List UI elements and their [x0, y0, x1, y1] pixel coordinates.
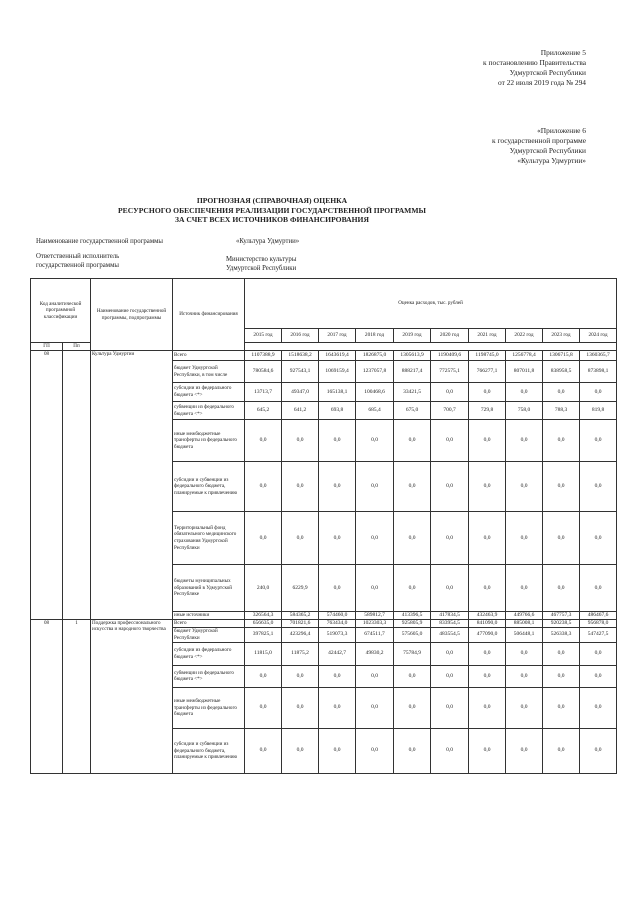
value-cell: 819,8: [580, 402, 617, 420]
value-cell: 1518638,2: [282, 351, 319, 361]
value-cell: 477090,0: [469, 627, 506, 642]
value-cell: 449766,6: [506, 612, 543, 620]
value-cell: 0,0: [580, 462, 617, 512]
code-gp-cell: 08: [31, 619, 63, 773]
value-cell: 885008,1: [506, 619, 543, 627]
value-cell: 0,0: [469, 565, 506, 612]
appendix-5-line: Удмуртской Республики: [509, 68, 586, 77]
source-cell: субсидии и субвенции из федерального бюджета, планируемые к привлечению: [173, 728, 245, 773]
value-cell: 1190409,6: [431, 351, 469, 361]
value-cell: 766277,1: [469, 361, 506, 383]
value-cell: 0,0: [245, 687, 282, 728]
value-cell: 841090,0: [469, 619, 506, 627]
value-cell: 0,0: [356, 512, 394, 565]
value-cell: 519073,3: [319, 627, 356, 642]
value-cell: 0,0: [394, 512, 431, 565]
value-cell: 675,0: [394, 402, 431, 420]
source-cell: иные источники: [173, 612, 245, 620]
year-header: 2018 год: [356, 329, 394, 343]
value-cell: 0,0: [506, 642, 543, 665]
value-cell: 0,0: [506, 665, 543, 687]
source-cell: субсидии из федерального бюджета <*>: [173, 642, 245, 665]
value-cell: 0,0: [580, 565, 617, 612]
value-cell: 0,0: [282, 420, 319, 462]
value-cell: 0,0: [431, 383, 469, 402]
appendix-6-line: «Культура Удмуртии»: [517, 156, 586, 165]
value-cell: 927543,1: [282, 361, 319, 383]
value-cell: 1256778,4: [506, 351, 543, 361]
code-gp-cell: 08: [31, 351, 63, 620]
source-cell: иные межбюджетные трансферты из федерального бюджета: [173, 420, 245, 462]
value-cell: 0,0: [431, 665, 469, 687]
value-cell: 0,0: [506, 383, 543, 402]
year-header: 2017 год: [319, 329, 356, 343]
value-cell: 833954,5: [431, 619, 469, 627]
year-header: 2022 год: [506, 329, 543, 343]
value-cell: 0,0: [394, 687, 431, 728]
value-cell: 0,0: [543, 687, 580, 728]
value-cell: 0,0: [580, 383, 617, 402]
value-cell: 467757,3: [543, 612, 580, 620]
year-header: 2019 год: [394, 329, 431, 343]
value-cell: 413396,5: [394, 612, 431, 620]
value-cell: 0,0: [469, 687, 506, 728]
table-row: [31, 351, 617, 361]
value-cell: 49347,0: [282, 383, 319, 402]
value-cell: 0,0: [431, 420, 469, 462]
value-cell: 0,0: [469, 420, 506, 462]
value-cell: 0,0: [469, 512, 506, 565]
value-cell: 0,0: [506, 565, 543, 612]
appendix-6-line: к государственной программе: [492, 136, 586, 145]
executor-value-line: Министерство культуры: [226, 256, 297, 263]
appendix-6-block: [346, 126, 586, 166]
value-cell: 483554,5: [431, 627, 469, 642]
value-cell: 0,0: [282, 462, 319, 512]
value-cell: 0,0: [394, 462, 431, 512]
code-pp-cell: 1: [63, 619, 91, 773]
value-cell: 0,0: [245, 462, 282, 512]
value-cell: 0,0: [580, 642, 617, 665]
value-cell: 1305613,9: [394, 351, 431, 361]
value-cell: 0,0: [282, 665, 319, 687]
value-cell: 486467,6: [580, 612, 617, 620]
col-code-header: Код аналитической программной классификации: [31, 279, 91, 343]
value-cell: 1198745,0: [469, 351, 506, 361]
value-cell: 1069159,4: [319, 361, 356, 383]
value-cell: 772575,1: [431, 361, 469, 383]
value-cell: 423296,4: [282, 627, 319, 642]
value-cell: 0,0: [543, 420, 580, 462]
program-name-cell: Культура Удмуртии: [91, 351, 173, 620]
executor-label: [36, 253, 119, 270]
code-pp-cell: [63, 351, 91, 620]
resource-table: [30, 278, 617, 774]
value-cell: 42442,7: [319, 642, 356, 665]
value-cell: 0,0: [543, 512, 580, 565]
value-cell: 0,0: [506, 728, 543, 773]
year-header: 2024 год: [580, 329, 617, 343]
value-cell: 240,0: [245, 565, 282, 612]
value-cell: 0,0: [245, 420, 282, 462]
value-cell: 0,0: [245, 665, 282, 687]
value-cell: 0,0: [319, 565, 356, 612]
executor-value: [226, 256, 296, 273]
value-cell: 13713,7: [245, 383, 282, 402]
value-cell: 0,0: [394, 665, 431, 687]
value-cell: 0,0: [580, 420, 617, 462]
col-source-header: Источник финансирования: [173, 279, 245, 351]
value-cell: 0,0: [319, 420, 356, 462]
executor-label-line: Ответственный исполнитель: [36, 253, 120, 260]
value-cell: 397825,1: [245, 627, 282, 642]
value-cell: 838958,5: [543, 361, 580, 383]
value-cell: 0,0: [394, 728, 431, 773]
program-label: Наименование государственной программы: [36, 238, 163, 245]
value-cell: 0,0: [543, 642, 580, 665]
value-cell: 0,0: [431, 462, 469, 512]
value-cell: 0,0: [431, 728, 469, 773]
value-cell: 0,0: [319, 462, 356, 512]
value-cell: 0,0: [394, 420, 431, 462]
value-cell: 645,2: [245, 402, 282, 420]
source-cell: Всего: [173, 351, 245, 361]
col-estimate-header: Оценка расходов, тыс. рублей: [245, 279, 617, 329]
year-header: 2021 год: [469, 329, 506, 343]
value-cell: 674511,7: [356, 627, 394, 642]
value-cell: 0,0: [282, 687, 319, 728]
value-cell: 417834,5: [431, 612, 469, 620]
value-cell: 1023303,3: [356, 619, 394, 627]
value-cell: 0,0: [356, 728, 394, 773]
value-cell: 574460,0: [319, 612, 356, 620]
value-cell: 75784,9: [394, 642, 431, 665]
value-cell: 729,8: [469, 402, 506, 420]
value-cell: 0,0: [431, 512, 469, 565]
appendix-6-line: Удмуртской Республики: [509, 146, 586, 155]
value-cell: 165138,1: [319, 383, 356, 402]
value-cell: 0,0: [543, 665, 580, 687]
value-cell: 326564,3: [245, 612, 282, 620]
value-cell: 1643619,4: [319, 351, 356, 361]
value-cell: 6229,9: [282, 565, 319, 612]
title-line: ЗА СЧЕТ ВСЕХ ИСТОЧНИКОВ ФИНАНСИРОВАНИЯ: [175, 215, 369, 225]
value-cell: 0,0: [580, 665, 617, 687]
value-cell: 0,0: [245, 512, 282, 565]
value-cell: 788,3: [543, 402, 580, 420]
source-cell: бюджеты муниципальных образований в Удмуртской Республике: [173, 565, 245, 612]
value-cell: 0,0: [319, 728, 356, 773]
value-cell: 0,0: [282, 512, 319, 565]
value-cell: 11815,0: [245, 642, 282, 665]
value-cell: 873898,1: [580, 361, 617, 383]
year-header: 2023 год: [543, 329, 580, 343]
appendix-5-block: [346, 48, 586, 88]
appendix-5-line: от 22 июля 2019 года № 294: [498, 78, 586, 87]
value-cell: 584365,2: [282, 612, 319, 620]
executor-value-line: Удмуртской Республики: [226, 264, 297, 272]
value-cell: 11875,2: [282, 642, 319, 665]
value-cell: 0,0: [245, 728, 282, 773]
value-cell: 763434,0: [319, 619, 356, 627]
value-cell: 589812,7: [356, 612, 394, 620]
source-cell: субвенции из федерального бюджета <*>: [173, 402, 245, 420]
value-cell: 888217,4: [394, 361, 431, 383]
value-cell: 1237057,8: [356, 361, 394, 383]
value-cell: 100468,6: [356, 383, 394, 402]
value-cell: 0,0: [469, 462, 506, 512]
year-header: 2016 год: [282, 329, 319, 343]
value-cell: 0,0: [543, 462, 580, 512]
program-name-cell: Поддержка профессионального искусства и народного творчества: [91, 619, 173, 773]
value-cell: 0,0: [319, 512, 356, 565]
value-cell: 0,0: [543, 565, 580, 612]
value-cell: 526338,3: [543, 627, 580, 642]
value-cell: 506448,1: [506, 627, 543, 642]
source-cell: субсидии и субвенции из федерального бюджета, планируемые к привлечению: [173, 462, 245, 512]
value-cell: 780584,6: [245, 361, 282, 383]
years-spacer: [245, 343, 617, 351]
value-cell: 33421,5: [394, 383, 431, 402]
value-cell: 0,0: [469, 665, 506, 687]
value-cell: 685,4: [356, 402, 394, 420]
value-cell: 0,0: [506, 462, 543, 512]
value-cell: 0,0: [506, 512, 543, 565]
value-cell: 0,0: [319, 687, 356, 728]
value-cell: 0,0: [506, 687, 543, 728]
value-cell: 0,0: [356, 420, 394, 462]
value-cell: 701821,6: [282, 619, 319, 627]
value-cell: 0,0: [356, 665, 394, 687]
value-cell: 432463,9: [469, 612, 506, 620]
value-cell: 0,0: [506, 420, 543, 462]
source-cell: бюджет Удмуртской Республики, в том числе: [173, 361, 245, 383]
value-cell: 925805,9: [394, 619, 431, 627]
value-cell: 758,0: [506, 402, 543, 420]
value-cell: 0,0: [319, 665, 356, 687]
value-cell: 0,0: [431, 687, 469, 728]
value-cell: 547427,5: [580, 627, 617, 642]
col-pp-header: Пп: [63, 343, 91, 351]
appendix-6-line: «Приложение 6: [537, 126, 586, 135]
header-row: [31, 279, 617, 329]
value-cell: 0,0: [356, 462, 394, 512]
executor-label-line: государственной программы: [36, 261, 119, 269]
year-header: 2020 год: [431, 329, 469, 343]
value-cell: 0,0: [394, 565, 431, 612]
value-cell: 1306715,8: [543, 351, 580, 361]
value-cell: 0,0: [580, 728, 617, 773]
source-cell: иные межбюджетные трансферты из федерального бюджета: [173, 687, 245, 728]
value-cell: 1826875,0: [356, 351, 394, 361]
value-cell: 0,0: [580, 687, 617, 728]
value-cell: 656635,0: [245, 619, 282, 627]
program-value: «Культура Удмуртии»: [236, 238, 300, 245]
value-cell: 807011,8: [506, 361, 543, 383]
title-line: ПРОГНОЗНАЯ (СПРАВОЧНАЯ) ОЦЕНКА: [196, 196, 348, 205]
source-cell: субвенции из федерального бюджета <*>: [173, 665, 245, 687]
col-name-header: Наименование государственной программы, подпрограммы: [91, 279, 173, 351]
source-cell: субсидии из федерального бюджета <*>: [173, 383, 245, 402]
year-header: 2015 год: [245, 329, 282, 343]
value-cell: 0,0: [356, 565, 394, 612]
title-line: РЕСУРСНОГО ОБЕСПЕЧЕНИЯ РЕАЛИЗАЦИИ ГОСУДАРСТВЕННОЙ ПРОГРАММЫ: [118, 205, 426, 215]
value-cell: 0,0: [543, 728, 580, 773]
value-cell: 0,0: [431, 642, 469, 665]
value-cell: 49830,2: [356, 642, 394, 665]
value-cell: 1360365,7: [580, 351, 617, 361]
value-cell: 0,0: [469, 642, 506, 665]
source-cell: бюджет Удмуртской Республики: [173, 627, 245, 642]
value-cell: 693,8: [319, 402, 356, 420]
table-row: [31, 619, 617, 627]
value-cell: 0,0: [543, 383, 580, 402]
document-title: [112, 196, 432, 225]
value-cell: 575605,0: [394, 627, 431, 642]
value-cell: 920238,5: [543, 619, 580, 627]
source-cell: Территориальный фонд обязательного медицинского страхования Удмуртской Республики: [173, 512, 245, 565]
value-cell: 700,7: [431, 402, 469, 420]
value-cell: 956878,0: [580, 619, 617, 627]
appendix-5-line: к постановлению Правительства: [483, 58, 586, 67]
table-body: [31, 351, 617, 774]
value-cell: 0,0: [356, 687, 394, 728]
col-gp-header: ГП: [31, 343, 63, 351]
appendix-5-line: Приложение 5: [540, 48, 586, 57]
value-cell: 0,0: [580, 512, 617, 565]
source-cell: Всего: [173, 619, 245, 627]
value-cell: 641,2: [282, 402, 319, 420]
value-cell: 0,0: [282, 728, 319, 773]
value-cell: 0,0: [469, 728, 506, 773]
value-cell: 0,0: [431, 565, 469, 612]
value-cell: 1107388,9: [245, 351, 282, 361]
value-cell: 0,0: [469, 383, 506, 402]
